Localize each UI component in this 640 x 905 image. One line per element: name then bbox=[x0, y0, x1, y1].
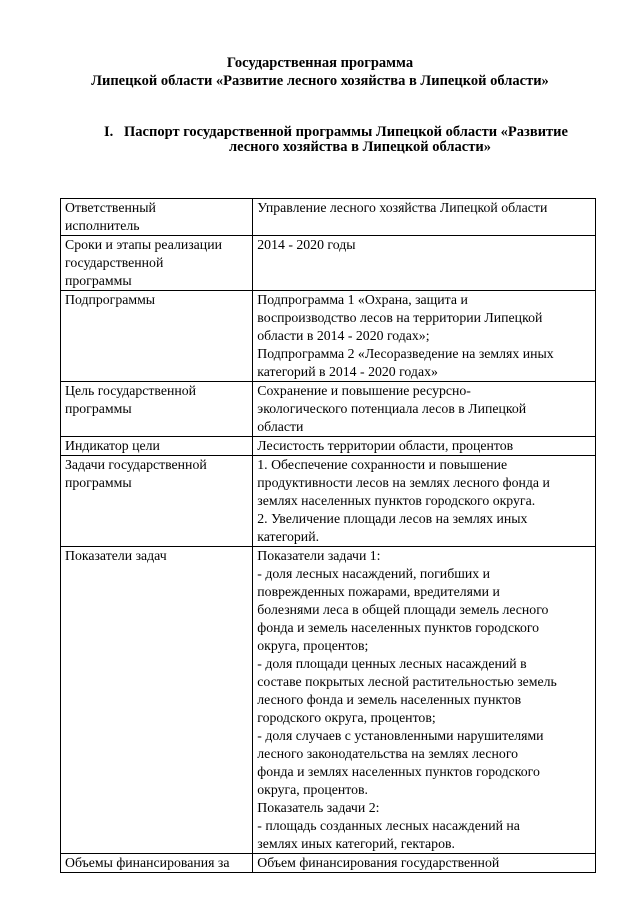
section-number: I. bbox=[104, 124, 114, 140]
row-value-line: Управление лесного хозяйства Липецкой области bbox=[257, 200, 548, 215]
row-value-line: Подпрограмма 2 «Лесоразведение на землях иных bbox=[257, 346, 554, 361]
row-value-line: болезнями леса в общей площади земель лесного bbox=[257, 602, 549, 617]
table-row bbox=[61, 854, 596, 873]
row-value-cell bbox=[253, 199, 596, 236]
row-label-line: Сроки и этапы реализации bbox=[65, 237, 222, 252]
row-value-line: Сохранение и повышение ресурсно- bbox=[257, 383, 471, 398]
row-value-line: категорий. bbox=[257, 529, 320, 544]
row-label-line: Показатели задач bbox=[65, 548, 167, 563]
row-value-line: составе покрытых лесной растительностью земель bbox=[257, 674, 557, 689]
table-row bbox=[61, 199, 596, 236]
row-label-cell bbox=[61, 854, 253, 873]
row-value-line: округа, процентов; bbox=[257, 638, 369, 653]
row-value-line: землях населенных пунктов городского округа. bbox=[257, 493, 536, 508]
section-title-line-1: Паспорт государственной программы Липецкой области «Развитие bbox=[124, 124, 568, 140]
row-value-cell bbox=[253, 854, 596, 873]
row-value-line: городского округа, процентов; bbox=[257, 710, 436, 725]
row-value-line: Показатель задачи 2: bbox=[257, 800, 380, 815]
table-row bbox=[61, 291, 596, 382]
row-value-cell bbox=[253, 236, 596, 291]
row-value-line: фонда и землях населенных пунктов городского bbox=[257, 764, 540, 779]
row-label-line: Задачи государственной bbox=[65, 457, 207, 472]
row-value-line: 2014 - 2020 годы bbox=[257, 237, 356, 252]
row-label-cell bbox=[61, 199, 253, 236]
row-label-cell bbox=[61, 291, 253, 382]
program-title-line-2: Липецкой области «Развитие лесного хозяйства в Липецкой области» bbox=[91, 73, 549, 89]
row-label-line: Цель государственной bbox=[65, 383, 197, 398]
row-value-line: поврежденных пожарами, вредителями и bbox=[257, 584, 500, 599]
row-label-line: исполнитель bbox=[65, 218, 140, 233]
row-label-cell bbox=[61, 437, 253, 456]
row-value-cell bbox=[253, 291, 596, 382]
row-label-line: программы bbox=[65, 475, 132, 490]
row-value-line: Лесистость территории области, процентов bbox=[257, 438, 514, 453]
row-value-line: Подпрограмма 1 «Охрана, защита и bbox=[257, 292, 468, 307]
row-value-line: 1. Обеспечение сохранности и повышение bbox=[257, 457, 508, 472]
row-value-line: продуктивности лесов на землях лесного фонда и bbox=[257, 475, 550, 490]
row-label-line: Объемы финансирования за bbox=[65, 855, 230, 870]
row-label-line: Ответственный bbox=[65, 200, 156, 215]
row-label-line: программы bbox=[65, 273, 132, 288]
row-value-line: экологического потенциала лесов в Липецкой bbox=[257, 401, 527, 416]
row-value-line: фонда и земель населенных пунктов городского bbox=[257, 620, 540, 635]
row-value-line: землях иных категорий, гектаров. bbox=[257, 836, 455, 851]
row-label-cell bbox=[61, 547, 253, 854]
row-label-cell bbox=[61, 456, 253, 547]
row-value-line: - доля лесных насаждений, погибших и bbox=[257, 566, 490, 581]
row-value-line: лесного законодательства на землях лесного bbox=[257, 746, 519, 761]
row-label-line: государственной bbox=[65, 255, 164, 270]
table-row bbox=[61, 382, 596, 437]
row-label-cell bbox=[61, 236, 253, 291]
row-value-line: Показатели задачи 1: bbox=[257, 548, 381, 563]
row-value-line: 2. Увеличение площади лесов на землях иных bbox=[257, 511, 528, 526]
row-label-line: Подпрограммы bbox=[65, 292, 156, 307]
program-title-line-1: Государственная программа bbox=[226, 55, 414, 71]
row-value-cell bbox=[253, 382, 596, 437]
row-value-line: - площадь созданных лесных насаждений на bbox=[257, 818, 520, 833]
row-value-line: округа, процентов. bbox=[257, 782, 368, 797]
table-row bbox=[61, 437, 596, 456]
passport-table-body bbox=[61, 199, 596, 873]
row-value-line: области в 2014 - 2020 годах»; bbox=[257, 328, 430, 343]
table-row bbox=[61, 547, 596, 854]
row-value-line: Объем финансирования государственной bbox=[257, 855, 500, 870]
row-value-line: воспроизводство лесов на территории Липецкой bbox=[257, 310, 543, 325]
table-row bbox=[61, 236, 596, 291]
row-label-line: Индикатор цели bbox=[65, 438, 160, 453]
row-value-cell bbox=[253, 456, 596, 547]
row-value-line: - доля случаев с установленными нарушителями bbox=[257, 728, 544, 743]
row-value-line: - доля площади ценных лесных насаждений в bbox=[257, 656, 527, 671]
table-row bbox=[61, 456, 596, 547]
row-value-cell bbox=[253, 547, 596, 854]
row-label-line: программы bbox=[65, 401, 132, 416]
row-value-line: области bbox=[257, 419, 304, 434]
row-value-line: лесного фонда и земель населенных пунктов bbox=[257, 692, 522, 707]
passport-table bbox=[60, 198, 596, 873]
row-value-line: категорий в 2014 - 2020 годах» bbox=[257, 364, 438, 379]
section-title-line-2: лесного хозяйства в Липецкой области» bbox=[229, 139, 491, 155]
row-value-cell bbox=[253, 437, 596, 456]
row-label-cell bbox=[61, 382, 253, 437]
